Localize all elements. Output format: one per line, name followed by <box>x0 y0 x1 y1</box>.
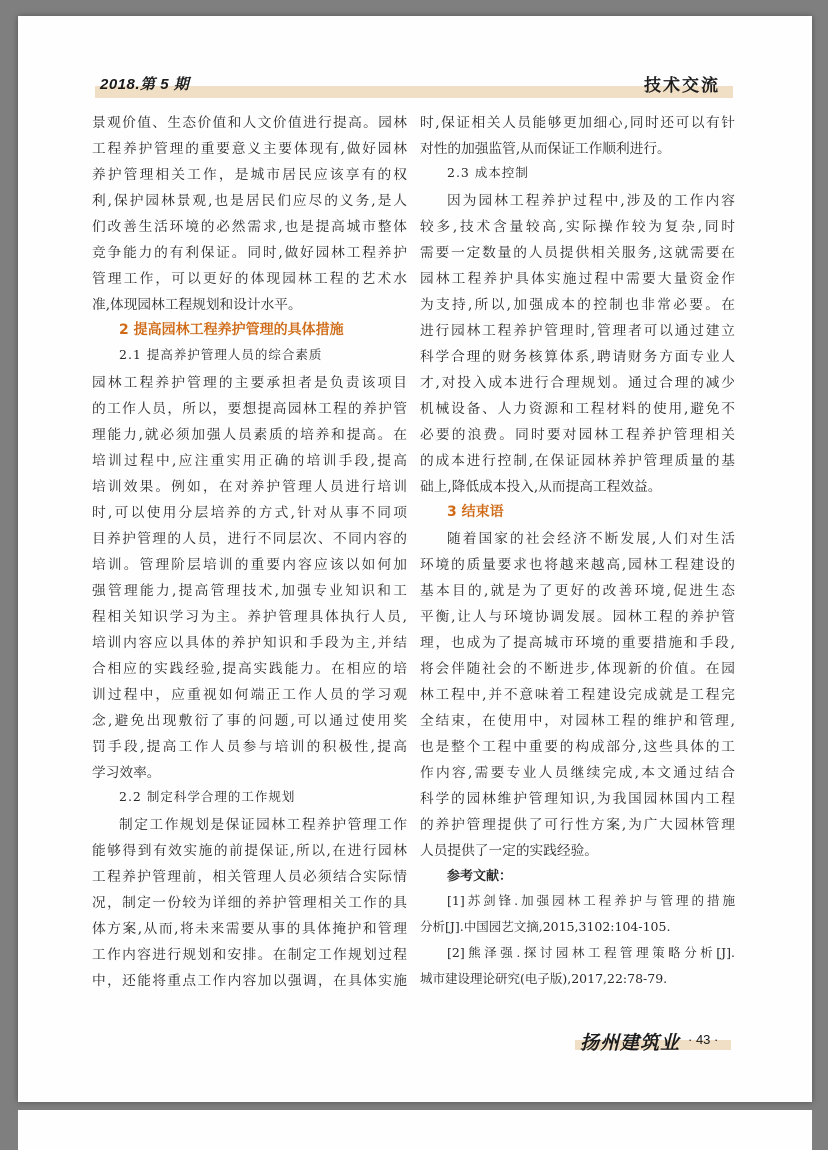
subsection-heading: 2.2 制定科学合理的工作规划 <box>119 789 296 804</box>
page-number: · 43 · <box>688 1032 719 1047</box>
text-line: 利,保护园林景观,也是居民们应尽的义务,是人 <box>92 193 407 209</box>
text-line: 才,对投入成本进行合理规划。通过合理的减少 <box>420 375 735 391</box>
subsection-heading: 2.1 提高养护管理人员的综合素质 <box>119 347 323 362</box>
text-line: 进行园林工程养护管理时,管理者可以通过建立 <box>420 323 735 339</box>
section-heading: 3 结束语 <box>447 504 504 520</box>
text-line: 科学合理的财务核算体系,聘请财务方面专业人 <box>420 349 735 365</box>
text-line: 作内容,需要专业人员继续完成,本文通过结合 <box>420 765 735 781</box>
subsection-heading: 2.3 成本控制 <box>447 165 529 180</box>
text-line: 养护管理相关工作，是城市居民应该享有的权 <box>92 167 407 183</box>
text-line: 训过程中，应重视如何端正工作人员的学习观 <box>92 687 407 703</box>
text-line: 能够得到有效实施的前提保证,所以,在进行园林 <box>92 843 407 859</box>
text-line: 全结束，在使用中，对园林工程的维护和管理, <box>420 713 735 729</box>
text-line: 们改善生活环境的必然需求,也是提高城市整体 <box>92 219 407 235</box>
references-heading: 参考文献： <box>447 869 513 884</box>
text-line: 工作内容进行规划和安排。在制定工作规划过程 <box>92 947 407 963</box>
text-line: 中，还能将重点工作内容加以强调，在具体实施 <box>92 973 407 989</box>
right-column <box>420 111 735 995</box>
issue-label: 2018.第 5 期 <box>100 76 190 93</box>
text-line: 程相关知识学习为主。养护管理具体执行人员, <box>92 609 407 625</box>
text-line: 为支持,所以,加强成本的控制也非常必要。在 <box>420 297 735 313</box>
text-line: 园林工程养护具体实施过程中需要大量资金作 <box>420 271 735 287</box>
text-line: 平衡,让人与环境协调发展。园林工程的养护管 <box>420 609 735 625</box>
publication-logo: 扬州建筑业 <box>580 1032 681 1054</box>
next-page-edge <box>18 1110 812 1150</box>
text-line: 目养护管理的人员，进行不同层次、不同内容的 <box>92 531 407 547</box>
text-line: 竞争能力的有利保证。同时,做好园林工程养护 <box>92 245 407 261</box>
reference-line: [2]熊泽强.探讨园林工程管理策略分析[J]. <box>447 945 735 960</box>
text-line: 合相应的实践经验,提高实践能力。在相应的培 <box>92 661 407 677</box>
header-band <box>95 86 733 98</box>
text-line: 科学的园林维护管理知识,为我国园林国内工程 <box>420 791 735 807</box>
text-line: 培训过程中,应注重实用正确的培训手段,提高 <box>92 453 407 469</box>
reference-line: [1]苏剑锋.加强园林工程养护与管理的措施 <box>447 893 735 908</box>
text-line: 学习效率。 <box>92 765 161 781</box>
text-line: 时,保证相关人员能够更加细心,同时还可以有针 <box>420 115 735 131</box>
text-line: 人员提供了一定的实践经验。 <box>420 843 598 859</box>
text-line: 理能力,就必须加强人员素质的培养和提高。在 <box>92 427 407 443</box>
text-line: 罚手段,提高工作人员参与培训的积极性,提高 <box>92 739 407 755</box>
text-line: 时,可以使用分层培养的方式,针对从事不同项 <box>92 505 407 521</box>
text-line: 强管理能力,提高管理技术,加强专业知识和工 <box>92 583 407 599</box>
text-line: 较多,技术含量较高,实际操作较为复杂,同时 <box>420 219 735 235</box>
text-line: 管理工作，可以更好的体现园林工程的艺术水 <box>92 271 407 287</box>
text-line: 培训内容应以具体的养护知识和手段为主,并结 <box>92 635 407 651</box>
reference-line: 分析[J].中国园艺文摘,2015,3102:104-105. <box>420 919 671 934</box>
text-line: 础上,降低成本投入,从而提高工程效益。 <box>420 479 662 495</box>
text-line: 机械设备、人力资源和工程材料的使用,避免不 <box>420 401 735 417</box>
text-line: 环境的质量要求也将越来越高,园林工程建设的 <box>420 557 735 573</box>
text-line: 对性的加强监管,从而保证工作顺利进行。 <box>420 141 671 157</box>
text-line: 念,避免出现敷衍了事的问题,可以通过使用奖 <box>92 713 407 729</box>
text-line: 准,体现园林工程规划和设计水平。 <box>92 297 302 313</box>
text-line: 培训。管理阶层培训的重要内容应该以如何加 <box>92 557 407 573</box>
text-line: 况，制定一份较为详细的养护管理相关工作的具 <box>92 895 407 911</box>
section-title: 技术交流 <box>644 76 720 96</box>
text-line: 的成本进行控制,在保证园林养护管理质量的基 <box>420 453 735 469</box>
text-line: 因为园林工程养护过程中,涉及的工作内容 <box>447 193 735 209</box>
text-line: 的工作人员，所以，要想提高园林工程的养护管 <box>92 401 407 417</box>
text-line: 基本目的,就是为了更好的改善环境,促进生态 <box>420 583 735 599</box>
text-line: 将会伴随社会的不断进步,体现新的价值。在园 <box>420 661 735 677</box>
text-line: 的养护管理提供了可行性方案,为广大园林管理 <box>420 817 735 833</box>
text-line: 工程养护管理的重要意义主要体现有,做好园林 <box>92 141 407 157</box>
text-line: 园林工程养护管理的主要承担者是负责该项目 <box>92 375 407 391</box>
text-line: 景观价值、生态价值和人文价值进行提高。园林 <box>92 115 407 131</box>
text-line: 制定工作规划是保证园林工程养护管理工作 <box>119 817 407 833</box>
reference-line: 城市建设理论研究(电子版),2017,22:78-79. <box>420 971 668 986</box>
text-line: 工程养护管理前，相关管理人员必须结合实际情 <box>92 869 407 885</box>
text-line: 随着国家的社会经济不断发展,人们对生活 <box>447 531 735 547</box>
text-line: 理，也成为了提高城市环境的重要措施和手段, <box>420 635 735 651</box>
text-line: 林工程中,并不意味着工程建设完成就是工程完 <box>420 687 735 703</box>
text-line: 体方案,从而,将未来需要从事的具体掩护和管理 <box>92 921 407 937</box>
left-column <box>92 111 407 995</box>
text-line: 也是整个工程中重要的构成部分,这些具体的工 <box>420 739 735 755</box>
text-line: 必要的浪费。同时要对园林工程养护管理相关 <box>420 427 735 443</box>
text-line: 需要一定数量的人员提供相关服务,这就需要在 <box>420 245 735 261</box>
section-heading: 2 提高园林工程养护管理的具体措施 <box>119 322 344 338</box>
text-line: 培训效果。例如，在对养护管理人员进行培训 <box>92 479 407 495</box>
